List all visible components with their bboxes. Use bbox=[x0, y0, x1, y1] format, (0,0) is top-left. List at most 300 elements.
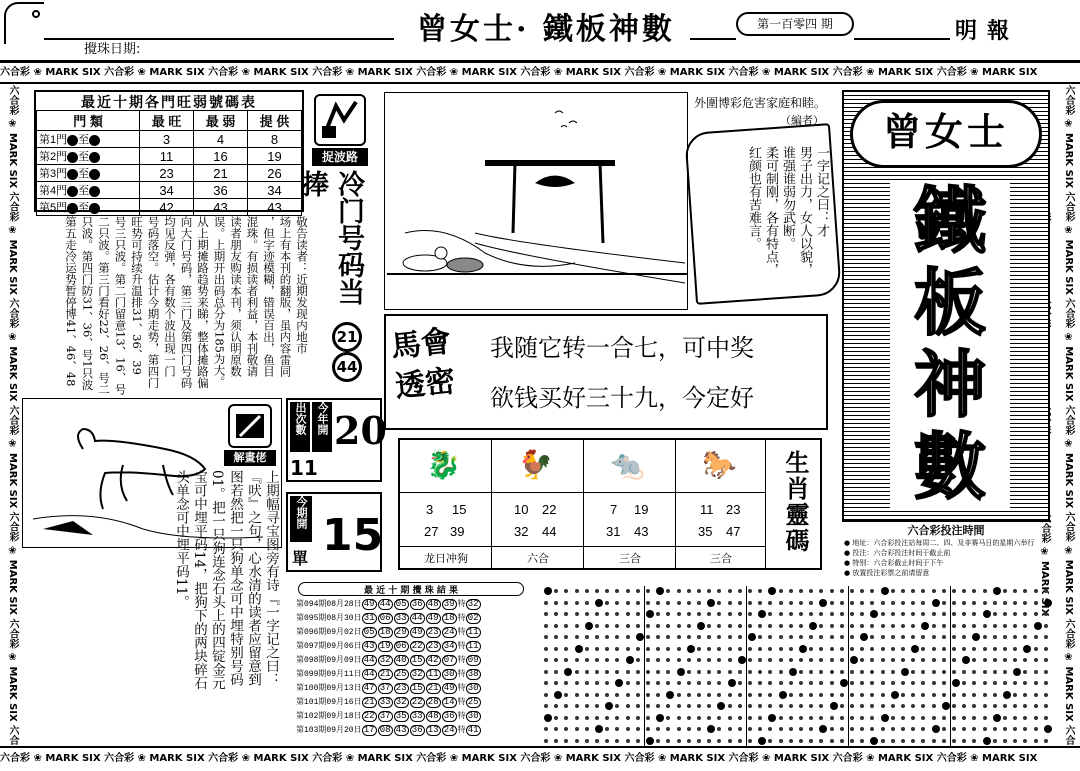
result-id: 第103期09月20日 bbox=[296, 726, 362, 735]
issue-badge: 第一百零四 期 bbox=[736, 12, 854, 36]
grid-dot bbox=[809, 647, 813, 651]
zodiac-num: 44 bbox=[542, 524, 557, 539]
grid-dot bbox=[1023, 681, 1027, 685]
result-number: 34 bbox=[442, 641, 457, 652]
grid-dot bbox=[697, 658, 701, 662]
grid-dot bbox=[972, 670, 976, 674]
grid-dot bbox=[605, 693, 609, 697]
grid-dot bbox=[758, 716, 762, 720]
grid-dot bbox=[1034, 670, 1038, 674]
zodiac-num: 22 bbox=[542, 502, 557, 517]
grid-dot bbox=[911, 601, 915, 605]
grid-dot bbox=[758, 693, 762, 697]
grid-dot bbox=[1023, 727, 1027, 731]
grid-dot bbox=[932, 589, 936, 593]
grid-dot bbox=[860, 658, 864, 662]
grid-dot bbox=[615, 601, 619, 605]
grid-dot bbox=[1013, 647, 1017, 651]
grid-dot bbox=[1034, 658, 1038, 662]
grid-dot bbox=[891, 601, 895, 605]
grid-dot bbox=[860, 704, 864, 708]
grid-dot bbox=[870, 681, 874, 685]
grid-dot bbox=[830, 612, 834, 616]
grid-dot bbox=[809, 693, 813, 697]
hot-cell: 3 bbox=[140, 131, 194, 148]
grid-dot bbox=[1003, 624, 1007, 628]
ball-icon bbox=[67, 186, 78, 197]
grid-dot bbox=[697, 681, 701, 685]
grid-dot bbox=[677, 739, 681, 743]
grid-row bbox=[542, 724, 1052, 736]
grid-dot bbox=[932, 647, 936, 651]
result-number: 11 bbox=[426, 669, 441, 680]
grid-row bbox=[542, 644, 1052, 656]
grid-dot bbox=[809, 589, 813, 593]
grid-dot bbox=[962, 704, 966, 708]
grid-dot bbox=[595, 612, 599, 616]
grid-dot bbox=[677, 612, 681, 616]
grid-dot bbox=[585, 647, 589, 651]
grid-dot bbox=[748, 589, 752, 593]
grid-dot bbox=[850, 635, 854, 639]
grid-dot bbox=[575, 601, 579, 605]
grid-dot bbox=[575, 681, 579, 685]
grid-dot bbox=[789, 601, 793, 605]
grid-hit bbox=[870, 737, 878, 745]
grid-hit bbox=[983, 610, 991, 618]
grid-dot bbox=[1044, 693, 1048, 697]
grid-dot bbox=[1044, 612, 1048, 616]
article-line: 读者朋友购读本刊，须认明原数 bbox=[229, 216, 243, 377]
grid-dot bbox=[891, 624, 895, 628]
grid-dot bbox=[646, 635, 650, 639]
grid-dot bbox=[870, 589, 874, 593]
zodiac-num: 31 bbox=[606, 524, 621, 539]
gate-name: 第4門 bbox=[39, 185, 68, 197]
grid-dot bbox=[697, 693, 701, 697]
grid-dot bbox=[636, 589, 640, 593]
grid-hit bbox=[554, 691, 562, 699]
count-small: 11 bbox=[290, 456, 318, 480]
grid-dot bbox=[656, 658, 660, 662]
grid-hit bbox=[615, 679, 623, 687]
result-number: 36 bbox=[442, 711, 457, 722]
grid-dot bbox=[983, 704, 987, 708]
grid-dot bbox=[1044, 739, 1048, 743]
grid-dot bbox=[707, 704, 711, 708]
result-number: 35 bbox=[394, 711, 409, 722]
grid-dot bbox=[768, 739, 772, 743]
poem-line: 红颜也有苦难言。 bbox=[746, 146, 761, 250]
scroll-poem bbox=[726, 146, 830, 276]
grid-dot bbox=[942, 612, 946, 616]
grid-dot bbox=[993, 601, 997, 605]
grid-dot bbox=[677, 716, 681, 720]
grid-dot bbox=[870, 647, 874, 651]
grid-dot bbox=[901, 693, 905, 697]
grid-dot bbox=[605, 727, 609, 731]
page-title: 曾女士· 鐵板神數 bbox=[417, 12, 675, 47]
mark-six-strip-right: 六合彩 ❀ MARK SIX 六合彩 ❀ MARK SIX 六合彩 ❀ MARK SIX 六合彩 ❀ MARK SIX 六合彩 ❀ MARK SIX 六合彩 ❀ MARK SIX 六合 六合彩 ❀ MARK SIX bbox=[1039, 84, 1074, 746]
column-header: 門 類 bbox=[37, 111, 140, 131]
grid-dot bbox=[564, 739, 568, 743]
grid-dot bbox=[850, 601, 854, 605]
grid-dot bbox=[932, 716, 936, 720]
grid-dot bbox=[993, 727, 997, 731]
column-header: 最 弱 bbox=[194, 111, 248, 131]
grid-dot bbox=[728, 716, 732, 720]
grid-dot bbox=[799, 704, 803, 708]
grid-dot bbox=[830, 739, 834, 743]
result-number: 14 bbox=[442, 697, 457, 708]
result-number: 37 bbox=[378, 711, 393, 722]
gate-name: 第3門 bbox=[39, 168, 68, 180]
grid-dot bbox=[697, 601, 701, 605]
special-number: 11 bbox=[466, 627, 481, 638]
grid-dot bbox=[605, 589, 609, 593]
zodiac-cells bbox=[400, 440, 766, 568]
grid-dot bbox=[962, 681, 966, 685]
grid-dot bbox=[738, 739, 742, 743]
grid-dot bbox=[809, 704, 813, 708]
grid-dot bbox=[840, 704, 844, 708]
grid-dot bbox=[1023, 704, 1027, 708]
grid-dot bbox=[728, 727, 732, 731]
grid-dot bbox=[626, 670, 630, 674]
grid-dot bbox=[544, 704, 548, 708]
gate-name: 第2門 bbox=[39, 151, 68, 163]
grid-dot bbox=[697, 635, 701, 639]
grid-dot bbox=[575, 693, 579, 697]
grid-dot bbox=[799, 739, 803, 743]
count-box bbox=[286, 398, 387, 482]
provide-cell: 8 bbox=[248, 131, 302, 148]
grid-dot bbox=[799, 670, 803, 674]
result-number: 28 bbox=[426, 697, 441, 708]
grid-dot bbox=[809, 612, 813, 616]
result-number: 15 bbox=[410, 683, 425, 694]
grid-hit bbox=[666, 691, 674, 699]
grid-dot bbox=[738, 601, 742, 605]
grid-dot bbox=[1003, 612, 1007, 616]
grid-dot bbox=[564, 612, 568, 616]
mark-six-strip-bottom: 六合彩 ❀ MARK SIX 六合彩 ❀ MARK SIX 六合彩 ❀ MARK SIX 六合彩 ❀ MARK SIX 六合彩 ❀ MARK SIX 六合彩 ❀ MARK SIX 六合彩 ❀ MARK SIX 六合彩 ❀ MARK SIX 六合彩 ❀ MARK SIX 六合彩 ❀ MARK SIX bbox=[0, 750, 1080, 768]
grid-dot bbox=[728, 589, 732, 593]
provide-cell: 34 bbox=[248, 182, 302, 199]
grid-dot bbox=[789, 739, 793, 743]
grid-hit bbox=[677, 668, 685, 676]
grid-dot bbox=[1003, 635, 1007, 639]
special-number: 02 bbox=[466, 613, 481, 624]
grid-hit bbox=[932, 725, 940, 733]
grid-dot bbox=[962, 624, 966, 628]
grid-dot bbox=[677, 589, 681, 593]
mark-six-strip-top: 六合彩 ❀ MARK SIX 六合彩 ❀ MARK SIX 六合彩 ❀ MARK SIX 六合彩 ❀ MARK SIX 六合彩 ❀ MARK SIX 六合彩 ❀ MARK SIX 六合彩 ❀ MARK SIX 六合彩 ❀ MARK SIX 六合彩 ❀ MARK SIX 六合彩 ❀ MARK SIX bbox=[0, 64, 1080, 82]
special-number: 30 bbox=[466, 683, 481, 694]
grid-dot bbox=[1044, 658, 1048, 662]
grid-dot bbox=[605, 681, 609, 685]
table-header-row bbox=[37, 111, 302, 131]
special-number: 32 bbox=[466, 599, 481, 610]
grid-dot bbox=[911, 670, 915, 674]
grid-dot bbox=[952, 624, 956, 628]
special-label: 特 bbox=[457, 698, 466, 707]
special-label: 特 bbox=[457, 712, 466, 721]
grid-dot bbox=[779, 681, 783, 685]
jiehua-icon bbox=[228, 404, 272, 448]
grid-dot bbox=[728, 635, 732, 639]
hot-cell: 42 bbox=[140, 199, 194, 216]
hot-cell: 23 bbox=[140, 165, 194, 182]
range-word: 至 bbox=[78, 168, 90, 180]
grid-dot bbox=[717, 727, 721, 731]
grid-dot bbox=[1044, 704, 1048, 708]
grid-dot bbox=[595, 739, 599, 743]
grid-dot bbox=[1023, 739, 1027, 743]
grid-dot bbox=[1044, 624, 1048, 628]
result-number: 06 bbox=[378, 613, 393, 624]
grid-dot bbox=[850, 716, 854, 720]
grid-dot bbox=[1003, 589, 1007, 593]
grid-dot bbox=[697, 670, 701, 674]
weak-cell: 43 bbox=[194, 199, 248, 216]
grid-dot bbox=[891, 716, 895, 720]
grid-dot bbox=[758, 624, 762, 628]
grid-dot bbox=[666, 716, 670, 720]
grid-dot bbox=[881, 635, 885, 639]
grid-dot bbox=[819, 716, 823, 720]
grid-dot bbox=[626, 635, 630, 639]
grid-dot bbox=[544, 681, 548, 685]
grid-dot bbox=[881, 681, 885, 685]
special-number: 38 bbox=[466, 669, 481, 680]
note-line: ● 地址：六合彩投注站每周二、四、及非赛马日的星期六举行 bbox=[844, 539, 1035, 547]
grid-dot bbox=[972, 693, 976, 697]
grid-hit bbox=[993, 587, 1001, 595]
grid-dot bbox=[636, 658, 640, 662]
corner-curl bbox=[4, 2, 44, 44]
zodiac-caption: 龙日冲狗 bbox=[424, 552, 468, 565]
grid-hit bbox=[799, 645, 807, 653]
grid-dot bbox=[554, 612, 558, 616]
grid-dot bbox=[738, 635, 742, 639]
grid-dot bbox=[666, 704, 670, 708]
bet-time-title: 六合彩投注時間 bbox=[907, 524, 985, 537]
grid-dot bbox=[993, 658, 997, 662]
grid-dot bbox=[707, 658, 711, 662]
result-number: 07 bbox=[442, 655, 457, 666]
result-row bbox=[296, 598, 532, 612]
grid-dot bbox=[748, 670, 752, 674]
grid-dot bbox=[554, 647, 558, 651]
grid-dot bbox=[921, 693, 925, 697]
grid-dot bbox=[942, 693, 946, 697]
zodiac-caption: 三合 bbox=[619, 552, 641, 565]
grid-row bbox=[542, 736, 1052, 748]
grid-dot bbox=[626, 739, 630, 743]
hot-cell: 11 bbox=[140, 148, 194, 165]
grid-dot bbox=[707, 670, 711, 674]
grid-dot bbox=[687, 658, 691, 662]
grid-dot bbox=[717, 601, 721, 605]
zodiac-grid bbox=[398, 438, 822, 570]
provide-cell: 43 bbox=[248, 199, 302, 216]
grid-row bbox=[542, 632, 1052, 644]
grid-dot bbox=[544, 647, 548, 651]
grid-dot bbox=[707, 739, 711, 743]
grid-dot bbox=[768, 727, 772, 731]
grid-dot bbox=[911, 612, 915, 616]
grid-dot bbox=[646, 681, 650, 685]
special-number: 41 bbox=[466, 725, 481, 736]
grid-dot bbox=[809, 658, 813, 662]
dot-trend-grid bbox=[542, 586, 1052, 746]
grid-dot bbox=[942, 624, 946, 628]
grid-hit bbox=[646, 610, 654, 618]
grid-dot bbox=[1044, 589, 1048, 593]
grid-dot bbox=[809, 635, 813, 639]
article-line: 只波。第四门防31、36、号1只波 bbox=[80, 216, 95, 391]
grid-dot bbox=[830, 624, 834, 628]
row-label bbox=[37, 182, 140, 199]
grid-hit bbox=[993, 714, 1001, 722]
result-number: 36 bbox=[410, 725, 425, 736]
grid-dot bbox=[758, 670, 762, 674]
grid-dot bbox=[697, 647, 701, 651]
grid-dot bbox=[819, 658, 823, 662]
result-row bbox=[296, 710, 532, 724]
zodiac-cell bbox=[584, 440, 676, 568]
grid-dot bbox=[768, 624, 772, 628]
grid-dot bbox=[911, 693, 915, 697]
grid-dot bbox=[830, 670, 834, 674]
grid-dot bbox=[952, 601, 956, 605]
grid-dot bbox=[809, 601, 813, 605]
result-number: 23 bbox=[394, 683, 409, 694]
weak-cell: 4 bbox=[194, 131, 248, 148]
result-id: 第096期09月02日 bbox=[296, 628, 362, 637]
grid-dot bbox=[564, 635, 568, 639]
grid-dot bbox=[738, 647, 742, 651]
result-number: 05 bbox=[362, 627, 377, 638]
grid-dot bbox=[1013, 739, 1017, 743]
grid-dot bbox=[891, 612, 895, 616]
result-number: 21 bbox=[378, 669, 393, 680]
grid-hit bbox=[911, 645, 919, 653]
ball-icon bbox=[89, 186, 100, 197]
article-line: 号三只波。第二门留意13、16、号 bbox=[113, 216, 128, 395]
grid-dot bbox=[544, 670, 548, 674]
poem-line: 男子出力，女人以貌， bbox=[797, 146, 812, 276]
grid-dot bbox=[758, 647, 762, 651]
zodiac-num: 43 bbox=[634, 524, 649, 539]
grid-dot bbox=[707, 612, 711, 616]
grid-dot bbox=[901, 658, 905, 662]
grid-dot bbox=[758, 727, 762, 731]
stats-table-box bbox=[34, 90, 304, 215]
header-rule-right bbox=[854, 38, 950, 40]
grid-dot bbox=[687, 589, 691, 593]
result-number: 49 bbox=[362, 599, 377, 610]
grid-dot bbox=[1013, 693, 1017, 697]
grid-dot bbox=[860, 612, 864, 616]
grid-dot bbox=[677, 624, 681, 628]
grid-hit bbox=[1034, 622, 1042, 630]
grid-dot bbox=[952, 658, 956, 662]
grid-dot bbox=[952, 693, 956, 697]
grid-dot bbox=[748, 612, 752, 616]
grid-dot bbox=[544, 739, 548, 743]
grid-dot bbox=[748, 681, 752, 685]
grid-dot bbox=[554, 635, 558, 639]
grid-dot bbox=[738, 670, 742, 674]
grid-dot bbox=[626, 681, 630, 685]
grid-dot bbox=[585, 670, 589, 674]
grid-dot bbox=[758, 681, 762, 685]
grid-dot bbox=[687, 670, 691, 674]
grid-dot bbox=[952, 635, 956, 639]
grid-hit bbox=[697, 622, 705, 630]
grid-dot bbox=[799, 693, 803, 697]
grid-dot bbox=[952, 589, 956, 593]
grid-dot bbox=[615, 727, 619, 731]
grid-row bbox=[542, 678, 1052, 690]
grid-dot bbox=[983, 601, 987, 605]
brand-char: 數 bbox=[913, 424, 986, 509]
grid-hit bbox=[687, 645, 695, 653]
grid-dot bbox=[738, 716, 742, 720]
grid-dot bbox=[789, 658, 793, 662]
grid-dot bbox=[993, 739, 997, 743]
grid-dot bbox=[830, 727, 834, 731]
column-article bbox=[58, 216, 310, 396]
grid-hit bbox=[983, 737, 991, 745]
grid-hit bbox=[758, 737, 766, 745]
cell-divider bbox=[584, 492, 676, 493]
grid-block-divider bbox=[644, 586, 645, 746]
grid-dot bbox=[799, 589, 803, 593]
grid-dot bbox=[881, 612, 885, 616]
grid-dot bbox=[799, 727, 803, 731]
grid-dot bbox=[840, 589, 844, 593]
grid-dot bbox=[870, 704, 874, 708]
zodiac-num: 35 bbox=[698, 524, 713, 539]
jiehua-text: 上期幅寻宝图旁有诗『一字记之曰：『吠』之句，心水清的读者应留意到图若然把一只狗单念可中埋特别号码01。把一只狗连念石头上的四锭金元宝可中埋平码14，把狗下的两块碎石头单念可中埋平码11。 bbox=[173, 470, 279, 690]
grid-dot bbox=[932, 704, 936, 708]
grid-dot bbox=[799, 716, 803, 720]
grid-dot bbox=[921, 716, 925, 720]
grid-dot bbox=[840, 647, 844, 651]
grid-dot bbox=[962, 601, 966, 605]
grid-dot bbox=[993, 693, 997, 697]
catch-number: 21 bbox=[332, 322, 362, 352]
grid-dot bbox=[819, 681, 823, 685]
result-row bbox=[296, 668, 532, 682]
grid-dot bbox=[687, 612, 691, 616]
grid-dot bbox=[554, 704, 558, 708]
grid-dot bbox=[983, 647, 987, 651]
result-id: 第101期09月16日 bbox=[296, 698, 362, 707]
grid-dot bbox=[697, 589, 701, 593]
grid-dot bbox=[819, 670, 823, 674]
grid-hit bbox=[870, 610, 878, 618]
grid-dot bbox=[595, 658, 599, 662]
grid-dot bbox=[891, 681, 895, 685]
grid-dot bbox=[789, 647, 793, 651]
editor-note: （編者） bbox=[780, 114, 824, 127]
grid-dot bbox=[595, 670, 599, 674]
grid-dot bbox=[860, 670, 864, 674]
